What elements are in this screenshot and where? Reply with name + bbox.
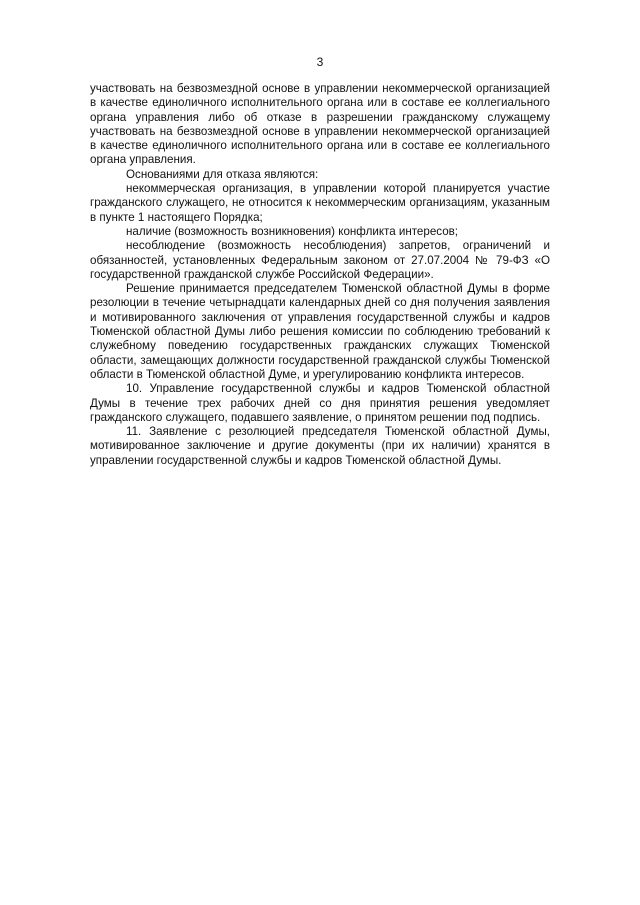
page-number: 3 bbox=[316, 55, 324, 69]
paragraph-ground-organization: некоммерческая организация, в управлении которой планируется участие гражданского служащего, не относится к некоммерческим организациям, указанным в пункте 1 настоящего Порядка; bbox=[90, 182, 550, 224]
paragraph-decision: Решение принимается председателем Тюменской областной Думы в форме резолюции в течение четырнадцати календарных дней со дня получения заявления и мотивированного заключения от управления государственной службы и кадров Тюменской областной Думы либо решения комиссии по соблюдению требований к служебному поведению государственных гражданских служащих Тюменской области, замещающих должности государственной гражданской службы Тюменской области в Тюменской областной Думе, и урегулированию конфликта интересов. bbox=[90, 282, 550, 381]
paragraph-refusal-grounds-heading: Основаниями для отказа являются: bbox=[126, 167, 319, 181]
paragraph-item-10: 10. Управление государственной службы и кадров Тюменской областной Думы в течение трех рабочих дней со дня принятия решения уведомляет гражданского служащего, подавшего заявление, о принятом решении под подпись. bbox=[90, 382, 550, 424]
paragraph-ground-conflict: наличие (возможность возникновения) конфликта интересов; bbox=[126, 224, 459, 238]
paragraph-continuation: участвовать на безвозмездной основе в управлении некоммерческой организацией в качестве единоличного исполнительного органа или в составе ее коллегиального органа управления либо об отказе в разрешении гражданскому служащему участвовать на безвозмездной основе в управлении некоммерческой организацией в качестве единоличного исполнительного органа или в составе ее коллегиального органа управления. bbox=[90, 82, 550, 167]
paragraph-ground-noncompliance: несоблюдение (возможность несоблюдения) запретов, ограничений и обязанностей, установленных Федеральным законом от 27.07.2004 № 79-ФЗ «О государственной гражданской службе Российской Федерации». bbox=[90, 239, 550, 281]
document-body bbox=[90, 82, 550, 468]
paragraph-item-11: 11. Заявление с резолюцией председателя Тюменской областной Думы, мотивированное заключение и другие документы (при их наличии) хранятся в управлении государственной службы и кадров Тюменской областной Думы. bbox=[90, 425, 550, 467]
